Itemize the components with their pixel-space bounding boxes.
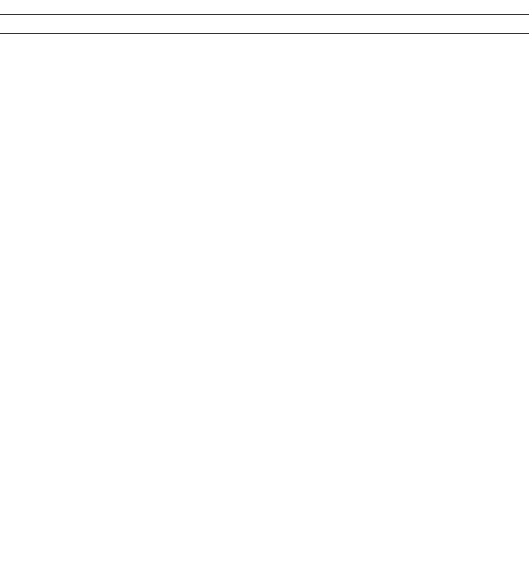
bar-charts <box>0 318 529 530</box>
table-header-row <box>0 15 529 34</box>
header-vine <box>194 15 311 34</box>
header-flowering <box>311 15 438 34</box>
header-treatment <box>0 15 68 34</box>
data-table <box>0 14 529 34</box>
header-expansion <box>438 15 529 34</box>
header-seedling <box>68 15 194 34</box>
